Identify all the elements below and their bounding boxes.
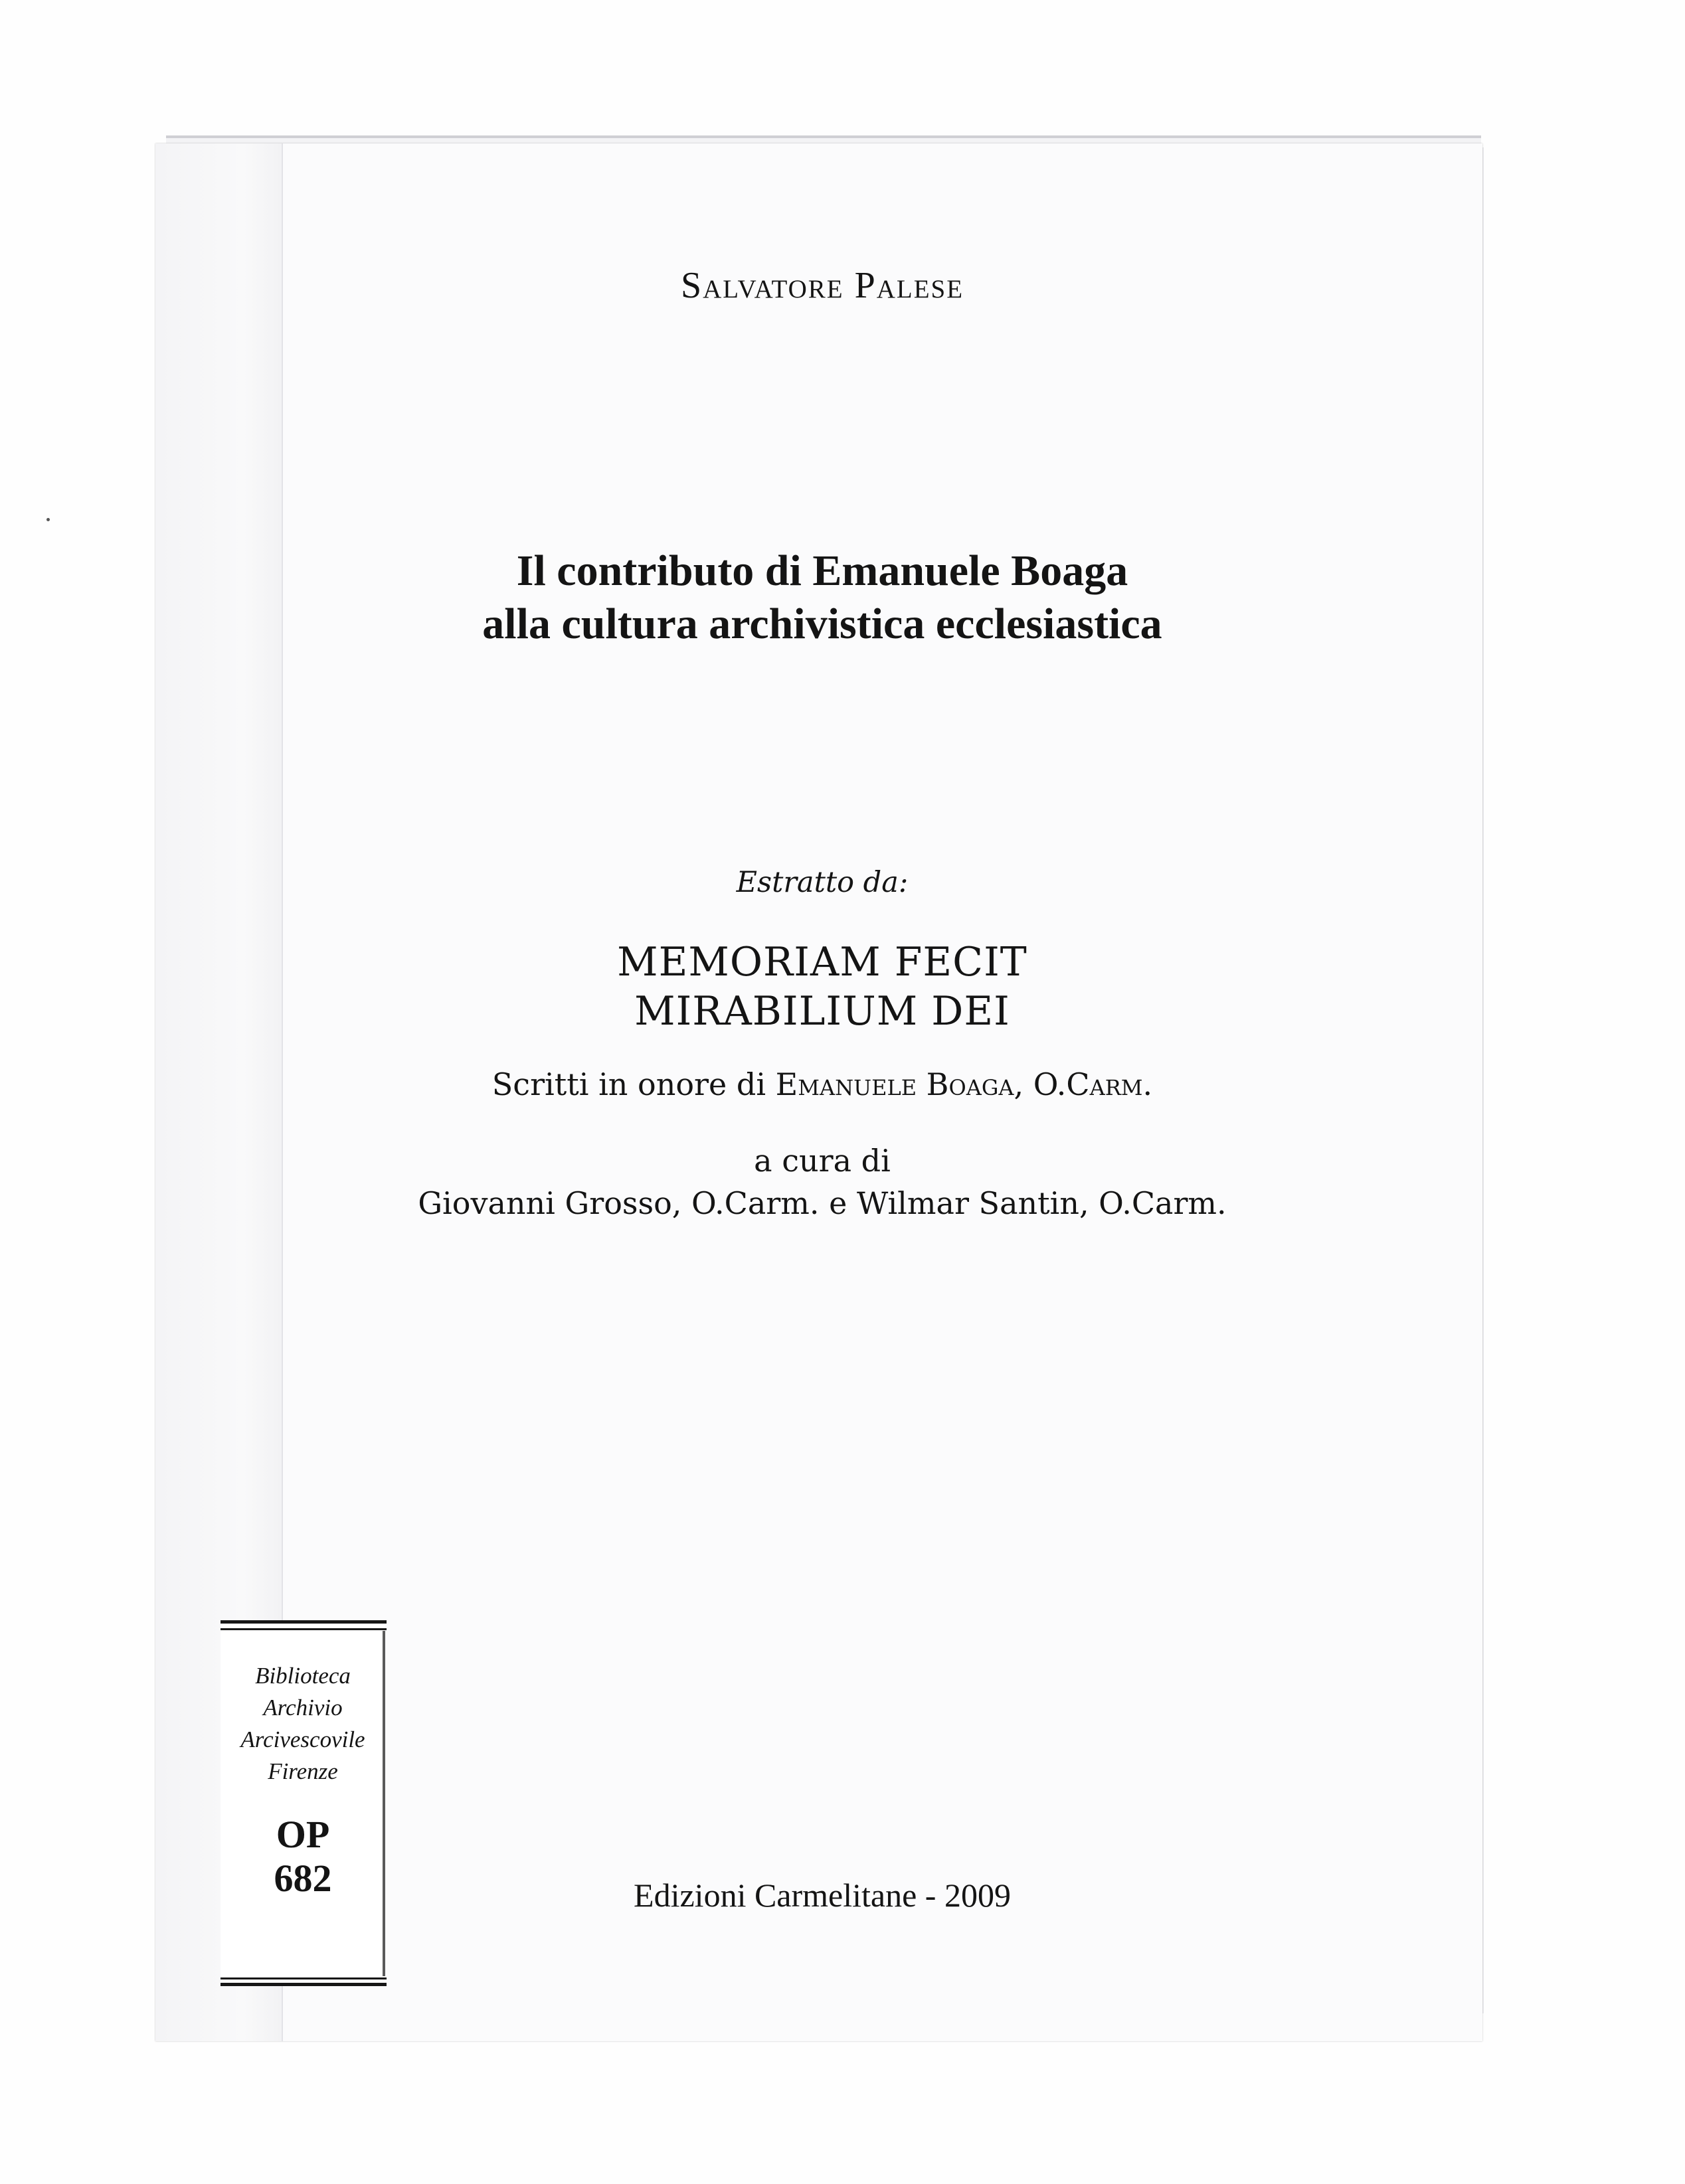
library-name [221, 1660, 385, 1788]
library-line: Arcivescovile [240, 1726, 365, 1752]
label-top-rule [221, 1620, 387, 1624]
library-line: Archivio [263, 1695, 343, 1721]
document-title [332, 545, 1312, 651]
editors-names: Giovanni Grosso, O.Carm. e Wilmar Santin, O.Carm. [418, 1185, 1227, 1221]
library-line: Biblioteca [255, 1663, 351, 1689]
honor-subtitle [332, 1066, 1312, 1102]
author-name: Salvatore Palese [680, 265, 964, 306]
book-title-line-1: MEMORIAM FECIT [617, 939, 1027, 985]
shelf-mark-number: 682 [274, 1857, 332, 1900]
shelf-mark [221, 1813, 385, 1900]
library-line: Firenze [268, 1758, 338, 1784]
honoree-name: Emanuele Boaga, O.Carm. [775, 1066, 1153, 1102]
editors-intro: a cura di [754, 1143, 891, 1179]
title-line-2: alla cultura archivistica ecclesiastica [482, 600, 1162, 648]
shelf-mark-prefix: OP [276, 1813, 330, 1856]
book-title-line-2: MIRABILIUM DEI [634, 988, 1010, 1035]
source-book-title [332, 938, 1312, 1036]
title-line-1: Il contributo di Emanuele Boaga [516, 546, 1128, 595]
label-top-rule-thin [221, 1628, 387, 1630]
dust-speck [46, 518, 50, 521]
publisher-imprint: Edizioni Carmelitane - 2009 [634, 1877, 1011, 1914]
honor-prefix: Scritti in onore di [491, 1066, 776, 1102]
label-bottom-rule [221, 1983, 387, 1986]
label-bottom-rule-thin [221, 1977, 387, 1979]
extract-label: Estratto da: [736, 866, 909, 899]
editors-block [332, 1139, 1312, 1224]
